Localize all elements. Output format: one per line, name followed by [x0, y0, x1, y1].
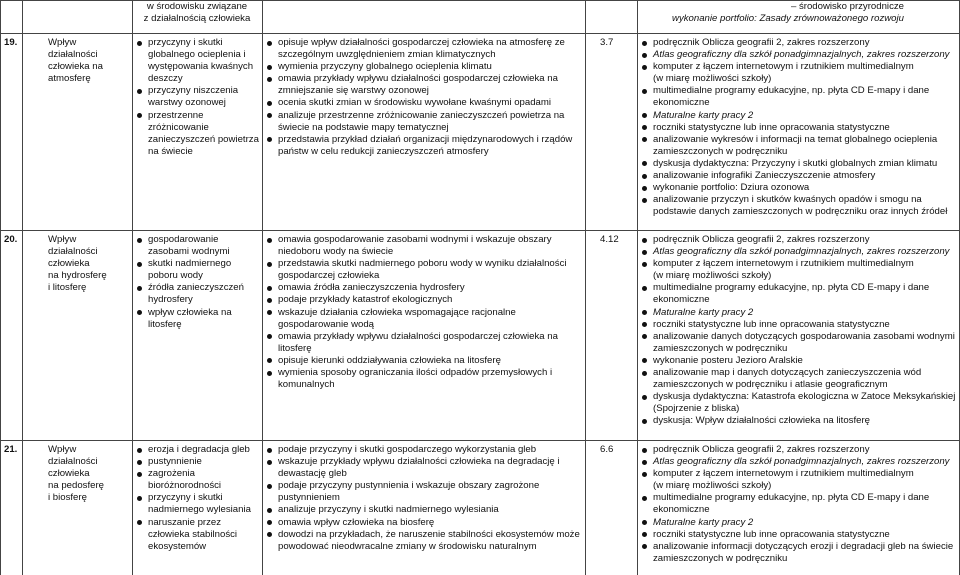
text-line: omawia gospodarowanie zasobami wodnymi i wskazuje obszary niedoboru wody na świecie: [265, 234, 583, 258]
text-line: zagrożenia bioróżnorodności: [135, 468, 260, 492]
row-number: 20.: [4, 234, 18, 245]
text-line: ocenia skutki zmian w środowisku wywołane kwaśnymi opadami: [265, 97, 583, 109]
text-line: wymienia przyczyny globalnego ocieplenia klimatu: [265, 61, 583, 73]
row-topic: [48, 234, 130, 294]
text-line: roczniki statystyczne lub inne opracowania statystyczne: [640, 122, 958, 134]
text-line: analizowanie danych dotyczących gospodarowania zasobami wodnymi zamieszczonych w podręczniku: [640, 331, 958, 355]
row-requirements: [265, 37, 583, 158]
text-line: gospodarowanie zasobami wodnymi: [135, 234, 260, 258]
text-line: działalności: [48, 246, 98, 258]
text-line: przestrzenne zróżnicowanie zanieczyszczeń powietrza na świecie: [135, 110, 260, 158]
text-line: Maturalne karty pracy 2: [640, 110, 958, 122]
text-line: i litosferę: [48, 282, 87, 294]
text-line: Atlas geograficzny dla szkół ponadgimnazjalnych, zakres rozszerzony: [640, 246, 958, 258]
text-line: roczniki statystyczne lub inne opracowania statystyczne: [640, 529, 958, 541]
row-methods: [640, 37, 958, 218]
text-line: naruszanie przez człowieka stabilności ekosystemów: [135, 517, 260, 553]
row-methods: [640, 444, 958, 574]
text-line: analizowanie przyczyn i skutków kwaśnych opadów i smogu na podstawie danych zamieszczonych w podręczniku oraz innych źródeł: [640, 194, 958, 218]
text-line: Maturalne karty pracy 2: [640, 517, 958, 529]
text-line: komputer z łączem internetowym i rzutnikiem multimedialnym: [640, 258, 958, 270]
text-line: analizowanie informacji dotyczących erozji i degradacji gleb na świecie zamieszczonych w podręczniku: [640, 541, 958, 565]
text-line: omawia wpływ człowieka na biosferę: [265, 517, 583, 529]
text-line: atmosferę: [48, 73, 91, 85]
text-line: wskazuje przykłady wpływu działalności człowieka na degradację i dewastację gleb: [265, 456, 583, 480]
text-line: Maturalne karty pracy 2: [640, 307, 958, 319]
text-line: (w miarę możliwości szkoły): [653, 480, 772, 492]
text-line: człowieka na: [48, 61, 103, 73]
text-line: przyczyny niszczenia warstwy ozonowej: [135, 85, 260, 109]
text-line: wykonanie portfolio: Dziura ozonowa: [640, 182, 958, 194]
text-line: Wpływ: [48, 37, 77, 48]
row-requirements: [265, 234, 583, 391]
text-line: wpływ człowieka na litosferę: [135, 307, 260, 331]
text-line: analizowanie infografiki Zanieczyszczenie atmosfery: [640, 170, 958, 182]
header-col-methods: [638, 1, 904, 33]
text-line: Wpływ: [48, 444, 77, 455]
header-text: – środowisko przyrodnicze: [790, 1, 904, 12]
text-line: roczniki statystyczne lub inne opracowania statystyczne: [640, 319, 958, 331]
text-line: analizowanie map i danych dotyczących zanieczyszczenia wód zamieszczonych w podręczniku i atlasie geograficznym: [640, 367, 958, 391]
text-line: komputer z łączem internetowym i rzutnikiem multimedialnym: [640, 61, 958, 73]
row-ref: 3.7: [600, 37, 614, 48]
text-line: podręcznik Oblicza geografii 2, zakres rozszerzony: [640, 234, 958, 246]
text-line: wymienia sposoby ograniczania ilości odpadów przemysłowych i komunalnych: [265, 367, 583, 391]
text-line: analizowanie wykresów i informacji na temat globalnego ocieplenia zamieszczonych w podręczniku: [640, 134, 958, 158]
text-line: Atlas geograficzny dla szkół ponadgimnazjalnych, zakres rozszerzony: [640, 49, 958, 61]
row-number: 19.: [4, 37, 18, 48]
text-line: dyskusja: Wpływ działalności człowieka na litosferę: [640, 415, 958, 427]
header-col-content: [133, 1, 261, 33]
text-line: działalności: [48, 456, 98, 468]
row-methods: [640, 234, 958, 428]
row-number: 21.: [4, 444, 18, 455]
text-line: multimedialne programy edukacyjne, np. płyta CD E-mapy i dane ekonomiczne: [640, 282, 958, 306]
row-requirements: [265, 444, 583, 553]
text-line: podręcznik Oblicza geografii 2, zakres rozszerzony: [640, 37, 958, 49]
text-line: multimedialne programy edukacyjne, np. płyta CD E-mapy i dane ekonomiczne: [640, 85, 958, 109]
text-line: na pedosferę: [48, 480, 105, 492]
text-line: skutki nadmiernego poboru wody: [135, 258, 260, 282]
header-text: w środowisku związane: [146, 1, 248, 12]
text-line: podręcznik Oblicza geografii 2, zakres rozszerzony: [640, 444, 958, 456]
header-text: wykonanie portfolio: Zasady zrównoważonego rozwoju: [672, 13, 904, 25]
row-content: [135, 37, 260, 158]
text-line: Atlas geograficzny dla szkół ponadgimnazjalnych, zakres rozszerzony: [640, 456, 958, 468]
text-line: omawia źródła zanieczyszczenia hydrosfery: [265, 282, 583, 294]
row-ref: 4.12: [600, 234, 619, 245]
text-line: analizuje przestrzenne zróżnicowanie zanieczyszczeń powietrza na świecie na podstawie mapy tematycznej: [265, 110, 583, 134]
text-line: omawia przykłady wpływu działalności gospodarczej człowieka na zmniejszanie się warstwy ozonowej: [265, 73, 583, 97]
text-line: człowieka: [48, 468, 90, 480]
text-line: dyskusja dydaktyczna: Przyczyny i skutki globalnych zmian klimatu: [640, 158, 958, 170]
text-line: wskazuje działania człowieka wspomagające racjonalne gospodarowanie wodą: [265, 307, 583, 331]
text-line: Wpływ: [48, 234, 77, 245]
text-line: podaje przyczyny pustynnienia i wskazuje obszary zagrożone pustynnieniem: [265, 480, 583, 504]
row-topic: [48, 37, 130, 85]
text-line: opisuje wpływ działalności gospodarczej człowieka na atmosferę ze szczególnym uwzględnieniem zmian klimatycznych: [265, 37, 583, 61]
text-line: przyczyny i skutki globalnego ocieplenia i występowania kwaśnych deszczy: [135, 37, 260, 85]
text-line: pustynnienie: [135, 456, 260, 468]
text-line: opisuje kierunki oddziaływania człowieka na litosferę: [265, 355, 583, 367]
text-line: analizuje przyczyny i skutki nadmiernego wylesiania: [265, 504, 583, 516]
text-line: przedstawia przykład działań organizacji międzynarodowych i rządów państw w celu redukcji zanieczyszczeń atmosfery: [265, 134, 583, 158]
text-line: dowodzi na przykładach, że naruszenie stabilności ekosystemów może powodować nieodwracalne zmiany w środowisku naturalnym: [265, 529, 583, 553]
text-line: multimedialne programy edukacyjne, np. płyta CD E-mapy i dane ekonomiczne: [640, 492, 958, 516]
row-ref: 6.6: [600, 444, 614, 455]
text-line: podaje przykłady katastrof ekologicznych: [265, 294, 583, 306]
row-content: [135, 234, 260, 331]
text-line: człowieka: [48, 258, 90, 270]
text-line: (w miarę możliwości szkoły): [653, 73, 772, 85]
text-line: na hydrosferę: [48, 270, 107, 282]
text-line: wykonanie posteru Jezioro Aralskie: [640, 355, 958, 367]
text-line: przyczyny i skutki nadmiernego wylesiania: [135, 492, 260, 516]
text-line: omawia przykłady wpływu działalności gospodarczej człowieka na litosferę: [265, 331, 583, 355]
text-line: i biosferę: [48, 492, 87, 504]
row-content: [135, 444, 260, 553]
text-line: erozja i degradacja gleb: [135, 444, 260, 456]
text-line: działalności: [48, 49, 98, 61]
text-line: (w miarę możliwości szkoły): [653, 270, 772, 282]
text-line: źródła zanieczyszczeń hydrosfery: [135, 282, 260, 306]
text-line: komputer z łączem internetowym i rzutnikiem multimedialnym: [640, 468, 958, 480]
header-text: z działalnością człowieka: [143, 13, 251, 25]
text-line: podaje przyczyny i skutki gospodarczego wykorzystania gleb: [265, 444, 583, 456]
text-line: dyskusja dydaktyczna: Katastrofa ekologiczna w Zatoce Meksykańskiej (Spojrzenie z bliska): [640, 391, 958, 415]
text-line: przedstawia skutki nadmiernego poboru wody w wyniku działalności gospodarczej człowieka: [265, 258, 583, 282]
row-topic: [48, 444, 130, 504]
